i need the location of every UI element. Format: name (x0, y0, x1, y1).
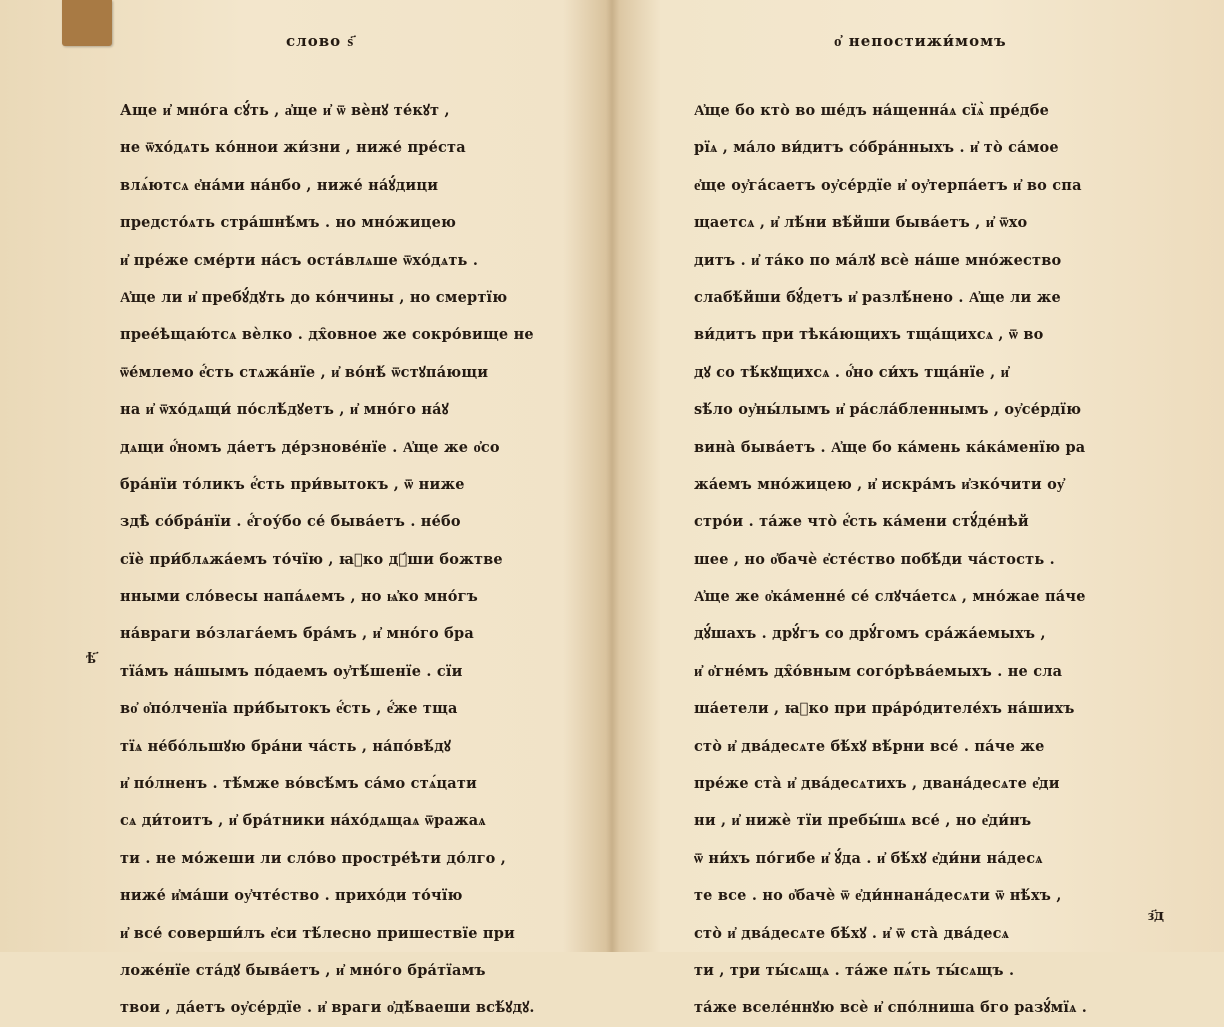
text-line: прее́ѣщаю́тсѧ вѐлко . дх̑овное же сокро́вище не (120, 326, 534, 344)
text-line: А҆ще же о҆ка́менне́ се́ слꙋча́етсѧ , мно́жае па́че (694, 588, 1086, 606)
text-line: на и҆ ѿхо́дѧщи́ по́слѣ́дꙋетъ , и҆ мно́го на́ꙋ (120, 401, 449, 419)
left-running-head: слово ѕ҃ (286, 32, 355, 50)
text-line: щаетсѧ , и҆ лѣ́ни вѣ́йши быва́етъ , и҆ ѿхо (694, 214, 1028, 232)
left-page (0, 0, 612, 1017)
right-text-block (694, 92, 1154, 1027)
text-line: слабѣ́йши бꙋ́детъ и҆ разлѣ́нено . А҆ще ли же (694, 288, 1061, 306)
text-line: и҆ по́лненъ . тѣ́мже во́всѣ́мъ са́мо стѧ́цати (120, 775, 477, 793)
text-line: сѧ ди́тоитъ , и҆ бра́тники на́хо́дѧщаѧ ѿражаѧ (120, 812, 486, 830)
text-line: сто̀ и҆ два́десѧте бѣ́хꙋ . и҆ ѿ ста̀ два́десѧ (694, 924, 1010, 942)
left-text-block (120, 92, 560, 1027)
text-line: влѧ́ютсѧ е҆на́ми на́нбо , ниже́ на́ꙋ́дици (120, 176, 439, 194)
text-line: дитъ . и҆ та́ко по ма́лꙋ всѐ на́ше мно́жество (694, 251, 1062, 269)
text-line: рїѧ , ма́ло ви́дитъ со́бра́нныхъ . и҆ то̀ са́мое (694, 139, 1059, 157)
text-line: сїѐ при́блѧжа́емъ то́чїю , ꙗ҆ко дꙋ́ши божтве (120, 550, 503, 568)
text-line: дѧщи о҆́номъ да́етъ де́рзнове́нїе . А҆ще же о҆со (120, 438, 500, 456)
text-line: и҆ пре́же сме́рти на́съ оста́влѧше ѿхо́дѧть . (120, 251, 479, 269)
text-line: е҆ще оу҆га́саетъ оу҆се́рдїе и҆ оу҆терпа́етъ и҆ во спа (694, 176, 1082, 194)
text-line: жа́емъ мно́жицею , и҆ искра́мъ и҆зко́чити оу҆ (694, 475, 1065, 493)
text-line: бра́нїи то́ликъ е҆́сть при́вытокъ , ѿ ниже (120, 475, 465, 493)
text-line: на́враги во́злага́емъ бра́мъ , и҆ мно́го бра (120, 625, 474, 643)
text-line: ни , и҆ нижѐ тїи пребы́шѧ все́ , но е҆ди́нъ (694, 812, 1032, 830)
marginal-note: ѣ҃ (86, 648, 96, 667)
text-line: Аще и҆ мно́га сꙋ́ть , а҆ще и҆ ѿ вѐнꙋ те́кꙋт , (120, 102, 450, 119)
text-line: А҆ще ли и҆ пребꙋ́дꙋть до ко́нчины , но смертїю (120, 288, 508, 306)
text-line: ви́дитъ при тѣка́ющихъ тща́щихсѧ , ѿ во (694, 326, 1044, 344)
text-line: вина̀ быва́етъ . А҆ще бо ка́мень ка́ка́менїю ра (694, 438, 1086, 456)
text-line: дꙋ со тѣ́кꙋщихсѧ . о҆́но си́хъ тща́нїе , и҆ (694, 363, 1010, 381)
signature-mark: з҃д (1148, 906, 1165, 924)
text-line: ложе́нїе ста́дꙋ быва́етъ , и҆ мно́го бра́тїамъ (120, 961, 486, 979)
text-line: не ѿхо́дѧть ко́ннои жи́зни , ниже́ пре́ста (120, 139, 466, 157)
text-line: во҆ о҆по́лченїа при́бытокъ е҆́сть , е҆́же тща (120, 700, 458, 718)
text-line: шее , но о҆бачѐ е҆сте́ство побѣ́ди ча́стость . (694, 550, 1055, 568)
right-page (612, 0, 1224, 1017)
text-line: пре́же ста̀ и҆ два́десѧтихъ , двана́десѧте е҆ди (694, 775, 1060, 793)
text-line: тїѧ не́бо́льшꙋю бра́ни ча́сть , на́по́вѣ́дꙋ (120, 737, 451, 755)
text-line: стро́и . та́же что̀ е҆́сть ка́мени стꙋ́де́нѣй (694, 513, 1029, 531)
text-line: и҆ о҆гне́мъ дх̑о́вным сого́рѣва́емыхъ . не сла (694, 662, 1063, 680)
right-running-head: о҆ непостижи́момъ (834, 32, 1007, 50)
text-line: предсто́ѧть стра́шнѣ́мъ . но мно́жицею (120, 214, 457, 232)
text-line: здѣ̀ со́бра́нїи . е҆́гоу́бо се́ быва́етъ . не́бо (120, 513, 461, 531)
text-line: ти . не мо́жеши ли сло́во простре́ѣти до́лго , (120, 849, 507, 867)
text-line: твои , да́етъ оу҆се́рдїе . и҆ враги о҆дѣ́ваеши всѣ́ꙋдꙋ. (120, 999, 535, 1017)
text-line: те все . но о҆бачѐ ѿ е҆ди́ннана́десѧти ѿ нѣ́хъ , (694, 887, 1062, 905)
text-line: ѿе́млемо е҆́сть стѧжа́нїе , и҆ во́нѣ́ ѿстꙋпа́ющи (120, 363, 489, 381)
text-line: ти , три ты́сѧщѧ . та́же пѧ́ть ты́сѧщъ . (694, 961, 1015, 979)
text-line: тїа́мъ на́шымъ по́даемъ оу҆тѣ́шенїе . сїи (120, 662, 463, 680)
text-line: сто̀ и҆ два́десѧте бѣ́хꙋ вѣ́рни все́ . па́че же (694, 737, 1045, 755)
text-line: та́же вселе́ннꙋю всѐ и҆ спо́лниша бго разꙋ́мїѧ . (694, 999, 1088, 1017)
text-line: ѿ ни́хъ по́гибе и҆ ꙋ́да . и҆ бѣ́хꙋ е҆ди́ни на́десѧ (694, 849, 1043, 867)
text-line: А҆ще бо кто̀ во ше́дъ на́щенна́ѧ сїѧ̀ пре́дбе (694, 102, 1050, 119)
text-line: ниже́ и҆ма́ши оу҆чте́ство . прихо́ди то́чїю (120, 887, 463, 905)
text-line: и҆ все́ соверши́лъ е҆си тѣ́лесно пришествїе при (120, 924, 516, 942)
text-line: ша́етели , ꙗ҆ко при пра́ро́дителе́хъ на́шихъ (694, 700, 1075, 718)
text-line: ѕѣ́ло оу҆ны́лымъ и҆ ра́сла́бленнымъ , оу҆се́рдїю (694, 401, 1082, 419)
text-line: дꙋ́шахъ . дрꙋ́гъ со дрꙋ́гомъ сра́жа́емыхъ , (694, 625, 1046, 643)
text-line: нными сло́весы напа́ѧемъ , но ѩ҆ко мно́гъ (120, 588, 478, 606)
